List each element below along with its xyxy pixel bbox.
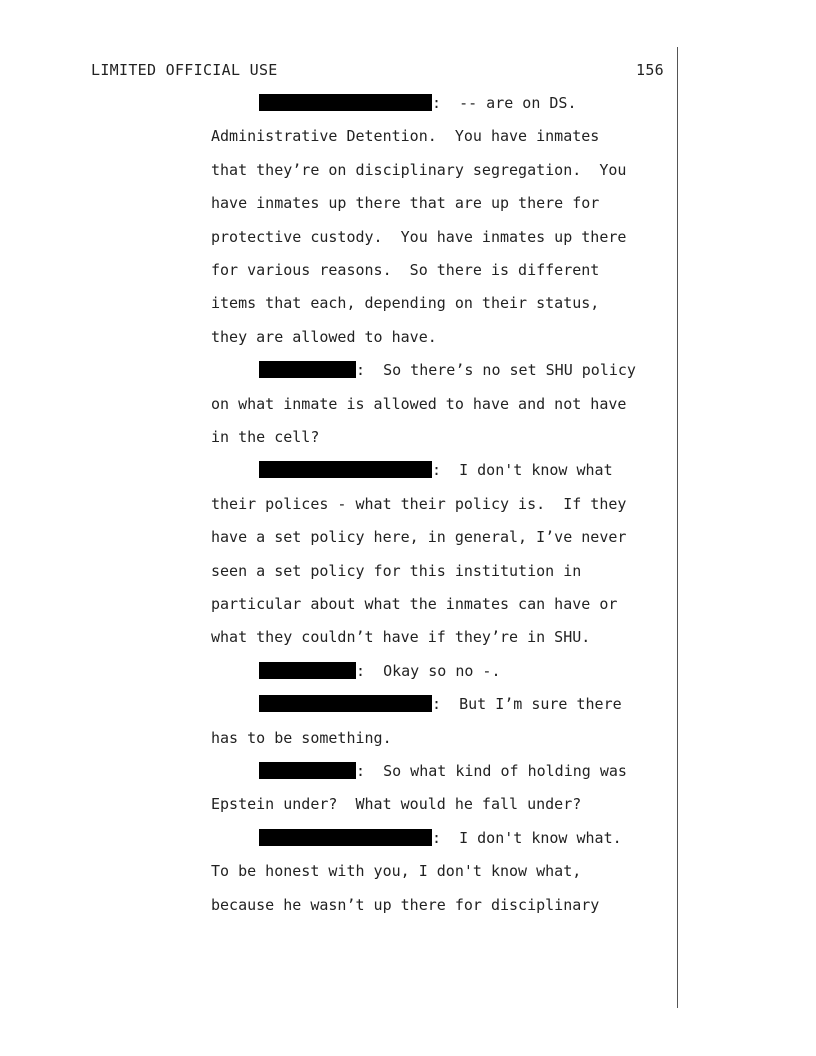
page-header-classification: LIMITED OFFICIAL USE [91,61,278,79]
transcript-line [0,729,670,751]
line-text: : -- are on DS. [432,94,577,112]
redacted-speaker-name [259,829,432,846]
line-text: for various reasons. So there is different [211,261,600,279]
speaker-line [259,461,613,479]
transcript-line [0,194,670,216]
redacted-speaker-name [259,695,432,712]
redacted-speaker-name [259,94,432,111]
line-text: items that each, depending on their status, [211,294,600,313]
transcript-line [0,361,670,383]
line-text: particular about what the inmates can have or [211,595,618,613]
line-text: has to be something. [211,728,392,747]
line-text: what they couldn’t have if they’re in SHU. [211,628,591,647]
transcript-line [0,461,670,483]
transcript-line [0,595,670,617]
speaker-line [259,695,622,713]
line-text: : Okay so no -. [356,661,501,680]
line-text: : But I’m sure there [432,695,622,714]
line-text: : I don't know what [432,461,613,480]
line-text: they are allowed to have. [211,327,437,346]
transcript-line [0,94,670,116]
transcript-line [0,862,670,884]
line-text: their polices - what their policy is. If they [211,494,627,513]
line-text: have a set policy here, in general, I’ve never [211,528,627,547]
redacted-speaker-name [259,662,356,679]
line-text: Administrative Detention. You have inmates [211,127,600,146]
transcript-line [0,695,670,717]
transcript-line [0,261,670,283]
speaker-line [259,662,501,680]
transcript-line [0,829,670,851]
redacted-speaker-name [259,762,356,779]
transcript-line [0,294,670,316]
transcript-line [0,562,670,584]
transcript-line [0,662,670,684]
line-text: protective custody. You have inmates up there [211,227,627,246]
line-text: : I don't know what. [432,828,622,847]
transcript-line [0,495,670,517]
transcript-line [0,628,670,650]
redacted-speaker-name [259,461,432,478]
line-text: : So there’s no set SHU policy [356,361,636,380]
transcript-line [0,395,670,417]
transcript-line [0,428,670,450]
line-text: seen a set policy for this institution in [211,561,582,580]
transcript-line [0,161,670,183]
speaker-line [259,762,627,780]
transcript-line [0,228,670,250]
line-text: in the cell? [211,428,320,446]
transcript-line [0,528,670,550]
page-number: 156 [636,61,664,79]
speaker-line [259,361,636,379]
line-text: : So what kind of holding was [356,762,627,780]
speaker-line [259,94,577,112]
line-text: have inmates up there that are up there for [211,194,600,213]
line-text: To be honest with you, I don't know what, [211,862,582,881]
transcript-line [0,328,670,350]
transcript-line [0,127,670,149]
transcript-line [0,762,670,784]
line-text: on what inmate is allowed to have and not have [211,394,627,413]
transcript-line [0,795,670,817]
line-text: that they’re on disciplinary segregation. You [211,160,627,179]
transcript-line [0,896,670,918]
redacted-speaker-name [259,361,356,378]
line-text: Epstein under? What would he fall under? [211,795,582,814]
line-text: because he wasn’t up there for disciplinary [211,895,600,914]
speaker-line [259,829,622,847]
